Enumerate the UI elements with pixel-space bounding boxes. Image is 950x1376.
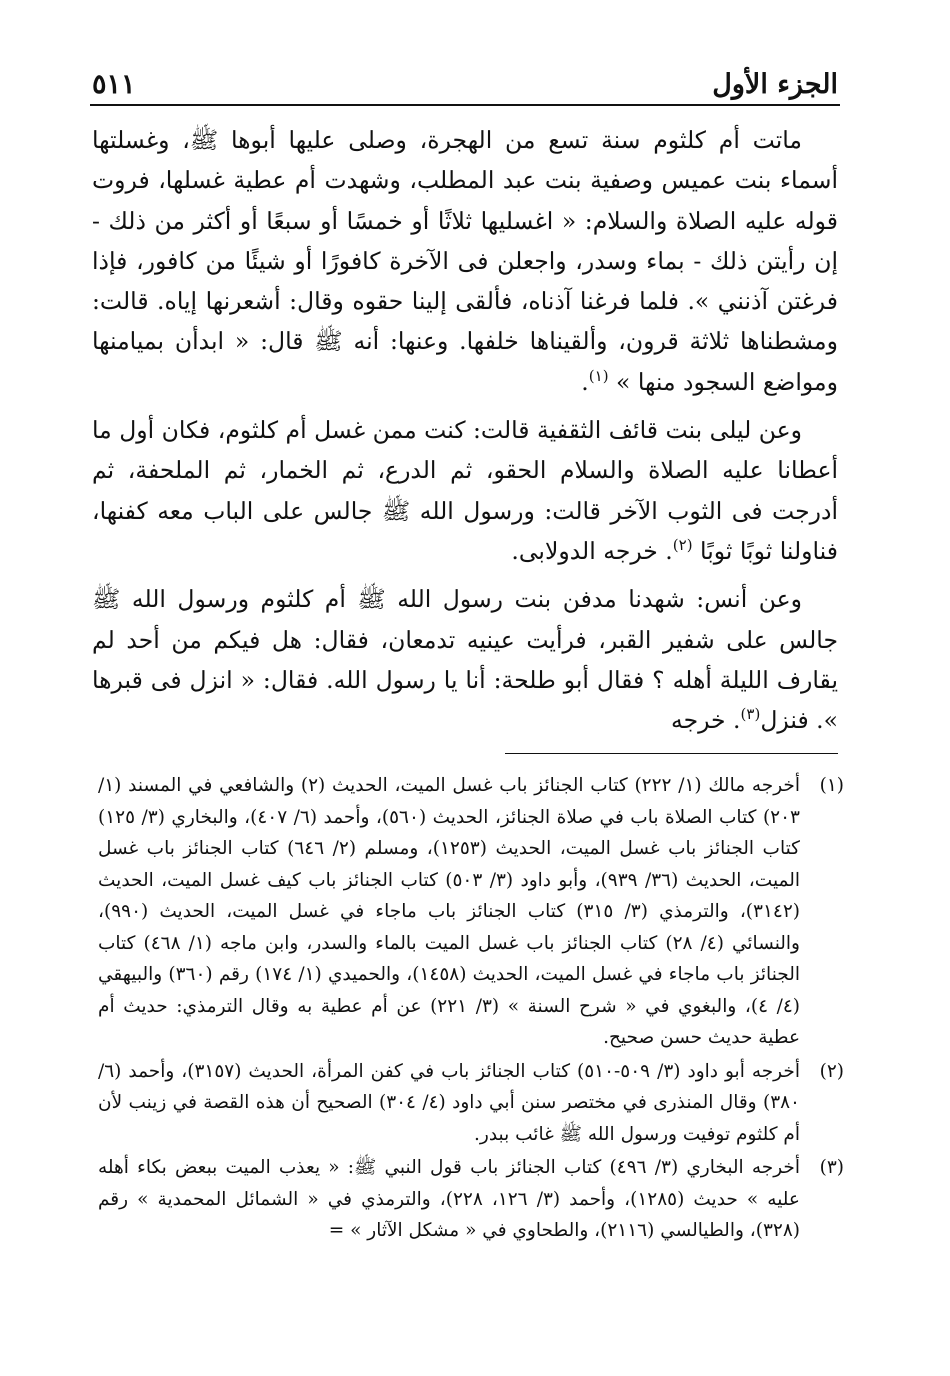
paragraph-tail: . خرجه xyxy=(670,706,741,735)
footnotes xyxy=(98,770,844,1249)
footnote-number: (١) xyxy=(819,775,844,796)
footnote-number: (٢) xyxy=(819,1060,844,1082)
footnote-reference: (٣) xyxy=(740,705,761,724)
footnote xyxy=(98,1056,844,1151)
footnote xyxy=(98,770,844,1054)
footnote-divider xyxy=(505,753,838,754)
footnote-text: أخرجه أبو داود (٣/ ٥٠٩-٥١٠) كتاب الجنائز باب في كفن المرأة، الحديث (٣١٥٧)، وأحمد (٦/ ٣٨٠) وقال المنذرى في مختصر سنن أبي داود (٤/ ٣٠٤) الصحيح أن هذه القصة في زينب لأن أم كلثوم توفيت ورسول الله ﷺ غائب ببدر. xyxy=(98,1060,800,1145)
paragraph-tail: . خرجه الدولابى. xyxy=(511,536,673,565)
footnote xyxy=(98,1152,844,1247)
paragraph xyxy=(92,579,838,740)
footnote-reference: (٢) xyxy=(672,536,693,555)
paragraph xyxy=(92,120,838,402)
footnote-reference: (١) xyxy=(588,366,609,385)
footnote-text: أخرجه مالك (١/ ٢٢٢) كتاب الجنائز باب غسل الميت، الحديث (٢) والشافعي في المسند (١/ ٢٠٣) كتاب الصلاة باب في صلاة الجنائز، الحديث (٥٦٠)، وأحمد (٦/ ٤٠٧)، والبخاري (٣/ ١٢٥) كتاب الجنائز باب غسل الميت، الحديث (١٢٥٣)، ومسلم (٢/ ٦٤٦) كتاب الجنائز باب غسل الميت، الحديث (٣٦/ ٩٣٩)، وأبو داود (٣/ ٥٠٣) كتاب الجنائز باب كيف غسل الميت، الحديث (٣١٤٢)، والترمذي (٣/ ٣١٥) كتاب الجنائز باب ماجاء في غسل الميت، الحديث (٩٩٠)، والنسائي (٤/ ٢٨) كتاب الجنائز باب غسل الميت بالماء والسدر، وابن ماجه (١/ ٤٦٨) كتاب الجنائز باب ماجاء في غسل الميت، الحديث (١٤٥٨)، والحميدي (١/ ١٧٤) رقم (٣٦٠) والبيهقي (٤/ ٤)، والبغوي في « شرح السنة » (٣/ ٢٢١) عن أم عطية به وقال الترمذي: حديث أم عطية حديث حسن صحيح. xyxy=(98,775,800,1048)
main-text xyxy=(92,120,838,748)
footnote-text: أخرجه البخاري (٣/ ٤٩٦) كتاب الجنائز باب قول النبي ﷺ: « يعذب الميت ببعض بكاء أهله عليه » حديث (١٢٨٥)، وأحمد (٣/ ١٢٦، ٢٢٨)، والترمذي في « الشمائل المحمدية » رقم (٣٢٨)، والطيالسي (٢١١٦)، والطحاوي في « مشكل الآثار » = xyxy=(98,1157,800,1241)
footnote-number: (٣) xyxy=(819,1157,844,1178)
paragraph-text: ماتت أم كلثوم سنة تسع من الهجرة، وصلى عليها أبوها ﷺ، وغسلتها أسماء بنت عميس وصفية بنت عبد المطلب، وشهدت أم عطية غسلها، فروت قوله عليه الصلاة والسلام: « اغسليها ثلاثًا أو خمسًا أو سبعًا أو أكثر من ذلك - إن رأيتن ذلك - بماء وسدر، واجعلن فى الآخرة كافورًا أو شيئًا من كافور، فإذا فرغتن آذنني ». فلما فرغنا آذناه، فألقى إلينا حقوه وقال: أشعرنها إياه. قالت: ومشطناها ثلاثة قرون، وألقيناها خلفها. وعنها: أنه ﷺ قال: « ابدأن بميامنها ومواضع السجود منها » xyxy=(92,126,838,396)
paragraph-text: وعن ليلى بنت قائف الثقفية قالت: كنت ممن غسل أم كلثوم، فكان أول ما أعطانا عليه الصلاة والسلام الحقو، ثم الدرع، ثم الخمار، ثم الملحفة، ثم أدرجت فى الثوب الآخر قالت: ورسول الله ﷺ جالس على الباب معه كفنها، فناولنا ثوبًا ثوبًا xyxy=(92,416,838,565)
paragraph-tail: . xyxy=(581,367,589,396)
running-title: الجزء الأول xyxy=(712,69,838,100)
page-header xyxy=(92,52,838,98)
page-number: ٥١١ xyxy=(92,69,136,100)
header-divider xyxy=(90,104,840,106)
paragraph xyxy=(92,410,838,571)
paragraph-text: وعن أنس: شهدنا مدفن بنت رسول الله ﷺ أم كلثوم ورسول الله ﷺ جالس على شفير القبر، فرأيت عينيه تدمعان، فقال: هل فيكم من أحد لم يقارف الليلة أهله ؟ فقال أبو طلحة: أنا يا رسول الله. فقال: « انزل فى قبرها ». فنزل xyxy=(92,585,838,735)
